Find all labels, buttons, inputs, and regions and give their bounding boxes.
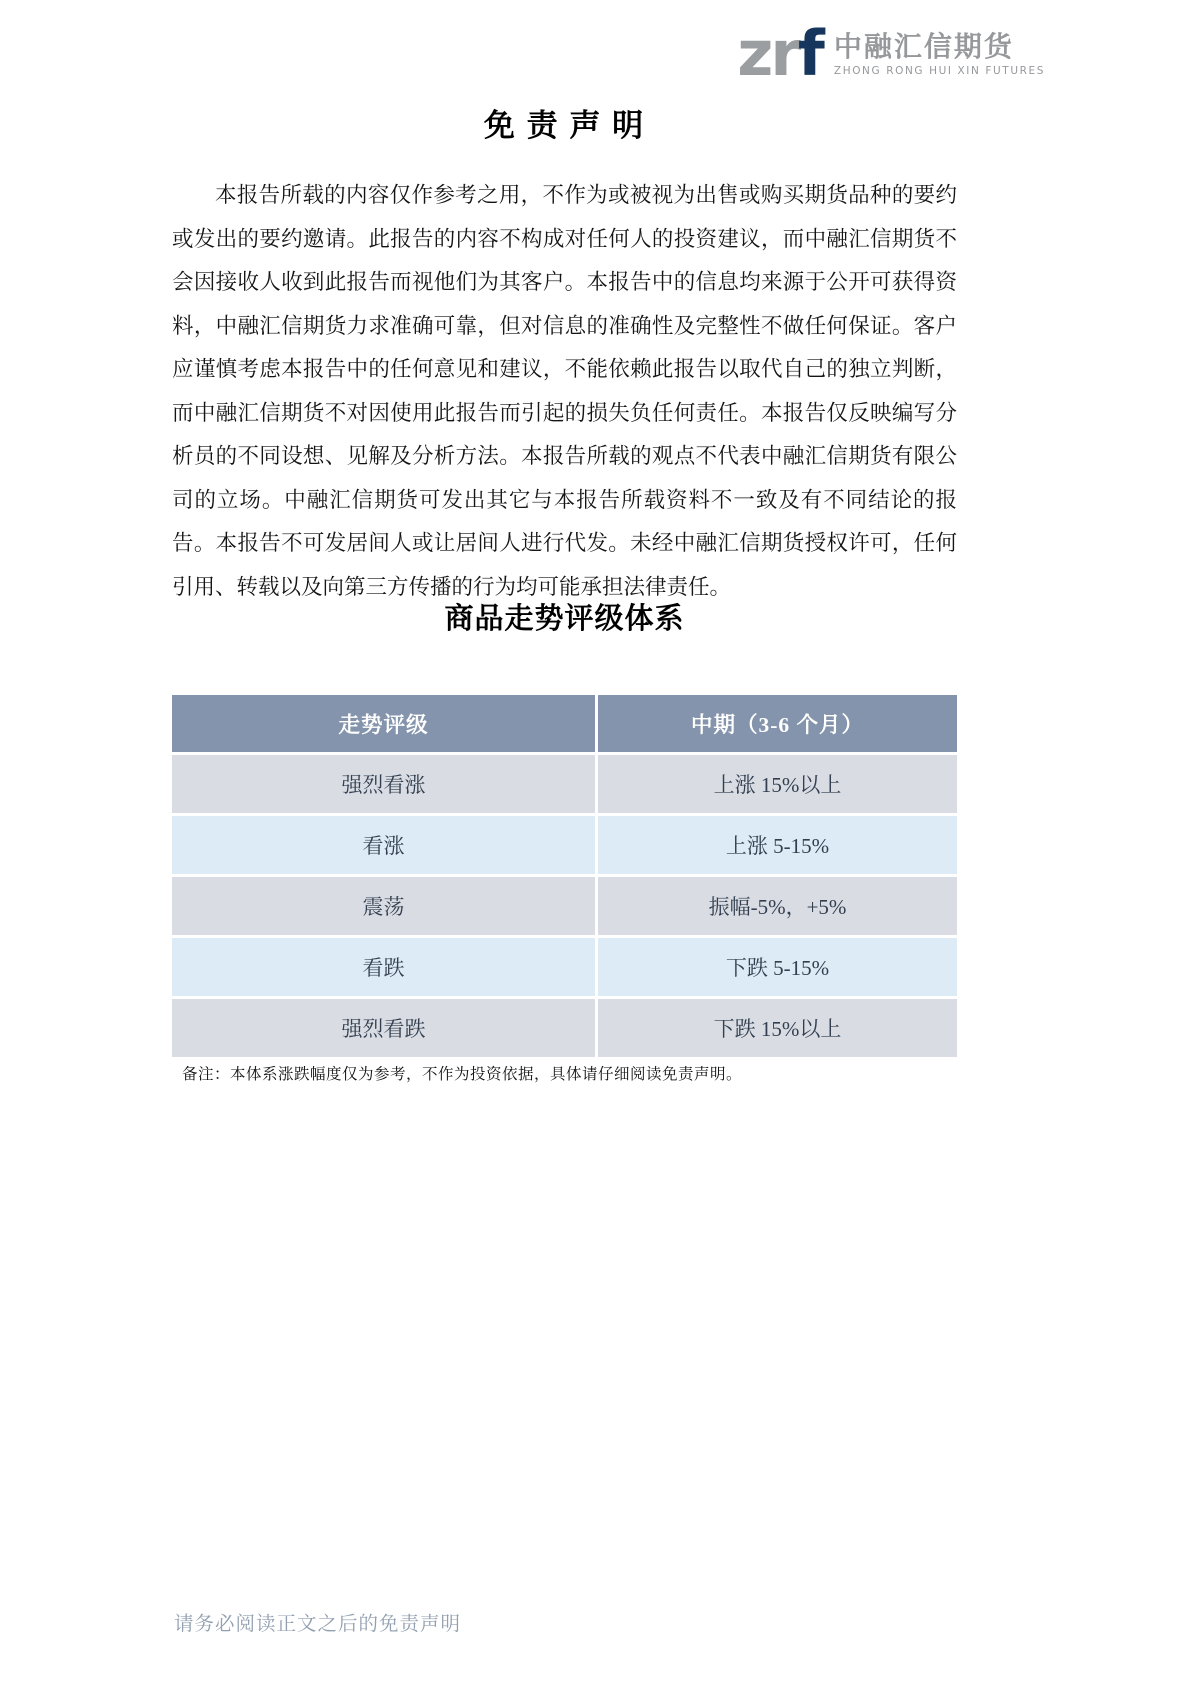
footer-disclaimer: 请务必阅读正文之后的免责声明 (174, 1614, 462, 1635)
table-note: 备注：本体系涨跌幅度仅为参考，不作为投资依据，具体请仔细阅读免责声明。 (182, 1066, 743, 1083)
table-row (172, 816, 957, 874)
rating-cell: 看跌 (172, 938, 595, 996)
table-row (172, 938, 957, 996)
company-logo (737, 17, 1045, 90)
range-cell: 上涨 15%以上 (598, 755, 957, 813)
table-row (172, 877, 957, 935)
range-cell: 下跌 15%以上 (598, 999, 957, 1057)
rating-cell: 看涨 (172, 816, 595, 874)
company-name-cn: 中融汇信期货 (833, 29, 1014, 63)
range-cell: 振幅-5%，+5% (598, 877, 957, 935)
rating-section-title: 商品走势评级体系 (444, 603, 685, 635)
table-row (172, 755, 957, 813)
company-name-en: ZHONG RONG HUI XIN FUTURES (833, 64, 1045, 77)
rating-cell: 强烈看涨 (172, 755, 595, 813)
range-cell: 上涨 5-15% (598, 816, 957, 874)
rating-table (172, 695, 957, 1057)
header-rating-column: 走势评级 (172, 695, 595, 752)
header-midterm-column: 中期（3-6 个月） (598, 695, 957, 752)
logo-f-text: f (797, 17, 822, 90)
page-title: 免 责 声 明 (483, 108, 646, 143)
logo-zr-text: zr (737, 17, 798, 90)
logo-zrf-mark (737, 17, 822, 90)
disclaimer-paragraph: 本报告所载的内容仅作参考之用，不作为或被视为出售或购买期货品种的要约或发出的要约邀请。此报告的内容不构成对任何人的投资建议，而中融汇信期货不会因接收人收到此报告而视他们为其客户。本报告中的信息均来源于公开可获得资料，中融汇信期货力求准确可靠，但对信息的准确性及完整性不做任何保证。客户应谨慎考虑本报告中的任何意见和建议，不能依赖此报告以取代自己的独立判断，而中融汇信期货不对因使用此报告而引起的损失负任何责任。本报告仅反映编写分析员的不同设想、见解及分析方法。本报告所载的观点不代表中融汇信期货有限公司的立场。中融汇信期货可发出其它与本报告所载资料不一致及有不同结论的报告。本报告不可发居间人或让居间人进行代发。未经中融汇信期货授权许可，任何引用、转载以及向第三方传播的行为均可能承担法律责任。 (172, 183, 957, 599)
logo-wordmark (833, 29, 1045, 77)
table-row (172, 999, 957, 1057)
range-cell: 下跌 5-15% (598, 938, 957, 996)
table-header-row (172, 695, 957, 752)
rating-cell: 强烈看跌 (172, 999, 595, 1057)
rating-cell: 震荡 (172, 877, 595, 935)
